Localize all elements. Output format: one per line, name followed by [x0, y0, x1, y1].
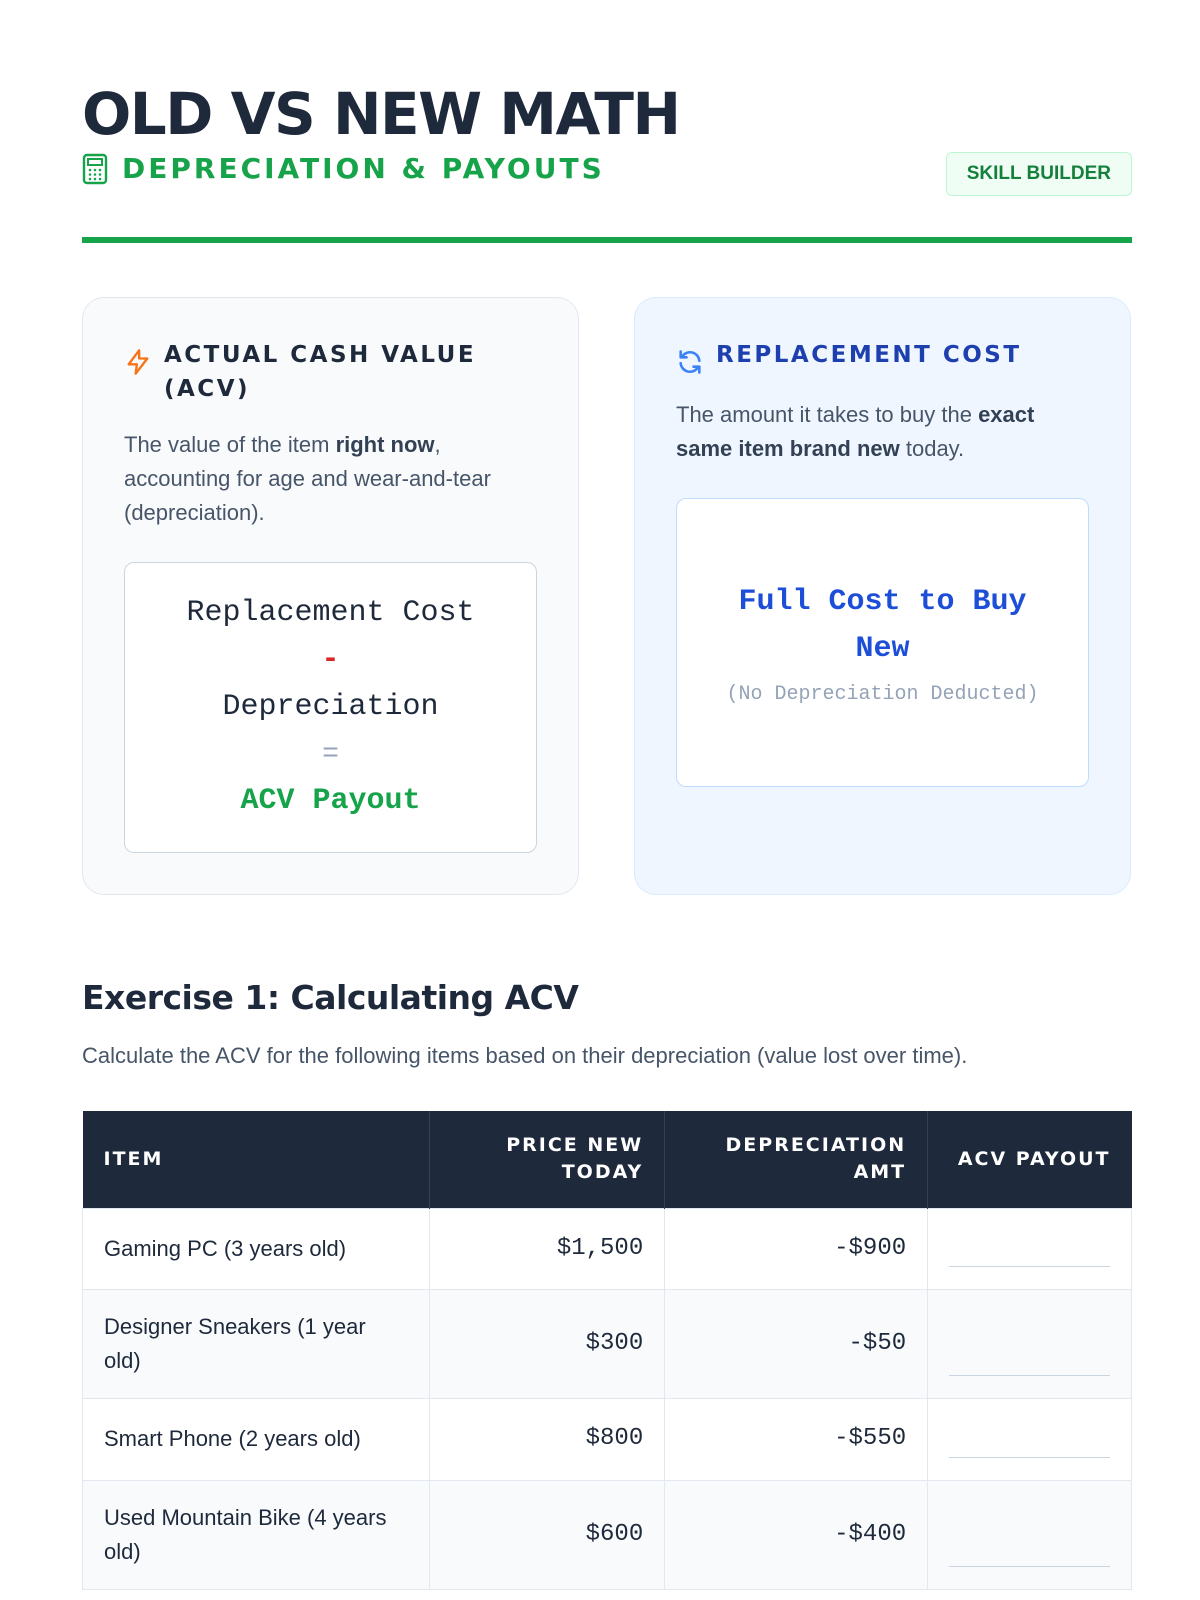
price-cell: $600: [429, 1480, 665, 1589]
table-header-row: [83, 1111, 1132, 1208]
concept-cards: [82, 297, 1132, 895]
acv-card-title: ACTUAL CASH VALUE (ACV): [164, 342, 477, 402]
acv-card-header: [124, 338, 537, 406]
calculator-icon: [82, 153, 108, 185]
page-title: OLD VS NEW MATH: [82, 80, 680, 148]
price-cell: $300: [429, 1289, 665, 1398]
acv-table: [82, 1111, 1132, 1590]
acv-card-description: The value of the item right now, accounting for age and wear-and-tear (depreciation).: [124, 432, 491, 525]
depreciation-cell: -$550: [665, 1398, 928, 1480]
header-divider: [82, 237, 1132, 243]
exercise-description: Calculate the ACV for the following items based on their depreciation (value lost over time).: [82, 1043, 968, 1068]
depreciation-cell: -$50: [665, 1289, 928, 1398]
column-header-acv-payout: ACV PAYOUT: [928, 1111, 1132, 1208]
acv-card: [82, 297, 579, 895]
exercise-title: Exercise 1: Calculating ACV: [82, 978, 579, 1017]
replacement-cost-card: [634, 297, 1131, 895]
item-cell: Designer Sneakers (1 year old): [83, 1289, 430, 1398]
rc-card-header: [676, 338, 1089, 376]
acv-answer-blank[interactable]: [928, 1480, 1132, 1589]
exercise-section: [82, 978, 1132, 1590]
formula-replacement-cost: Replacement Cost: [186, 596, 475, 630]
table-row: [83, 1398, 1132, 1480]
rc-formula: [676, 498, 1089, 787]
page-header: [82, 0, 1132, 245]
price-cell: $1,500: [429, 1208, 665, 1289]
lightning-icon: [124, 348, 152, 376]
item-cell: Gaming PC (3 years old): [83, 1208, 430, 1289]
column-header-depreciation: DEPRECIATION AMT: [665, 1111, 928, 1208]
item-cell: Smart Phone (2 years old): [83, 1398, 430, 1480]
rc-card-title: REPLACEMENT COST: [716, 342, 1022, 368]
worksheet-page: [82, 0, 1132, 1564]
formula-full-cost: Full Cost to Buy New: [738, 585, 1027, 666]
formula-acv-payout: ACV Payout: [240, 784, 421, 818]
formula-minus: -: [321, 643, 340, 677]
column-header-price-new: PRICE NEW TODAY: [429, 1111, 665, 1208]
formula-depreciation: Depreciation: [222, 690, 439, 724]
table-row: [83, 1289, 1132, 1398]
rc-card-description: The amount it takes to buy the exact same item brand new today.: [676, 402, 1035, 461]
acv-answer-blank[interactable]: [928, 1208, 1132, 1289]
formula-equals: =: [322, 739, 339, 770]
depreciation-cell: -$900: [665, 1208, 928, 1289]
acv-answer-blank[interactable]: [928, 1289, 1132, 1398]
refresh-icon: [676, 348, 704, 376]
depreciation-cell: -$400: [665, 1480, 928, 1589]
subtitle-text: DEPRECIATION & PAYOUTS: [122, 152, 605, 185]
column-header-item: ITEM: [83, 1111, 430, 1208]
acv-formula: [124, 562, 537, 853]
acv-answer-blank[interactable]: [928, 1398, 1132, 1480]
table-row: [83, 1480, 1132, 1589]
formula-note: (No Depreciation Deducted): [726, 683, 1039, 706]
item-cell: Used Mountain Bike (4 years old): [83, 1480, 430, 1589]
price-cell: $800: [429, 1398, 665, 1480]
skill-builder-badge: SKILL BUILDER: [946, 152, 1132, 196]
page-subtitle: [82, 152, 605, 185]
table-row: [83, 1208, 1132, 1289]
